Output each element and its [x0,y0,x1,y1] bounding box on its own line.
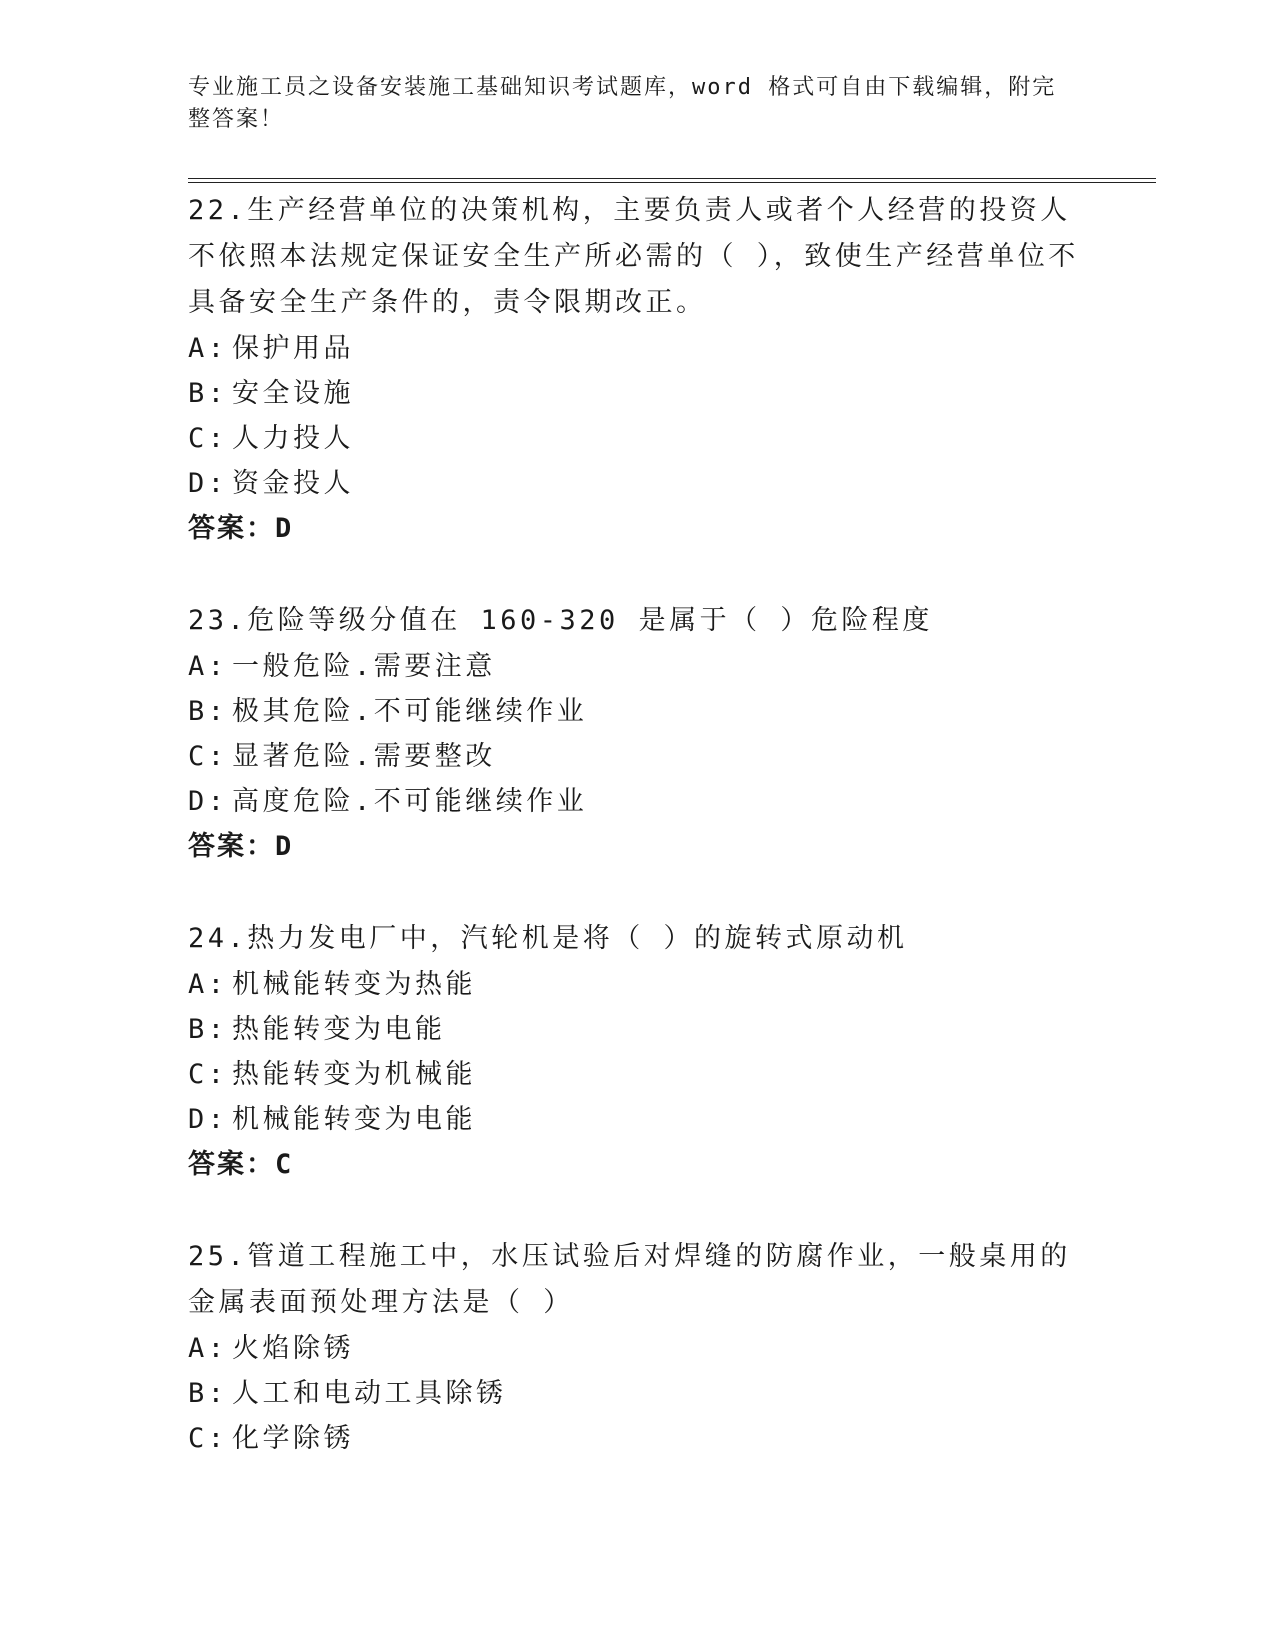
answer-line: 答案：D [188,513,294,544]
option-letter: A: [188,651,228,682]
question-stem: 22.生产经营单位的决策机构，主要负责人或者个人经营的投资人不依照本法规定保证安全生产所必需的（ ），致使生产经营单位不具备安全生产条件的，责令限期改正。 [188,195,1079,318]
option-text: 机械能转变为热能 [232,969,476,1000]
option-letter: A: [188,969,228,1000]
option-a [188,962,1088,1007]
option-letter: D: [188,468,228,499]
option-d [188,1097,1088,1142]
question-23 [188,598,1088,870]
option-text: 显著危险.需要整改 [232,741,496,772]
option-d [188,461,1088,506]
question-22 [188,188,1088,552]
option-c [188,734,1088,779]
option-text: 安全设施 [232,378,354,409]
option-a [188,1326,1088,1371]
option-a [188,644,1088,689]
option-letter: B: [188,1378,228,1409]
option-a [188,326,1088,371]
question-list [188,188,1088,1507]
option-c [188,1416,1088,1461]
option-letter: C: [188,1423,228,1454]
header-divider-top [188,178,1156,179]
option-b [188,1007,1088,1052]
question-stem: 24.热力发电厂中，汽轮机是将（ ）的旋转式原动机 [188,923,908,954]
option-text: 火焰除锈 [232,1333,354,1364]
option-text: 机械能转变为电能 [232,1104,476,1135]
option-text: 人工和电动工具除锈 [232,1378,507,1409]
question-24 [188,916,1088,1188]
option-text: 极其危险.不可能继续作业 [232,696,588,727]
option-d [188,779,1088,824]
option-letter: C: [188,1059,228,1090]
option-c [188,1052,1088,1097]
option-text: 热能转变为机械能 [232,1059,476,1090]
answer-line: 答案：D [188,831,294,862]
option-b [188,689,1088,734]
option-letter: A: [188,1333,228,1364]
question-stem: 23.危险等级分值在 160-320 是属于（ ）危险程度 [188,605,933,636]
option-letter: A: [188,333,228,364]
option-text: 资金投人 [232,468,354,499]
option-letter: B: [188,696,228,727]
option-letter: B: [188,378,228,409]
option-text: 化学除锈 [232,1423,354,1454]
document-header: 专业施工员之设备安装施工基础知识考试题库，word 格式可自由下载编辑，附完整答案！ [188,75,1057,132]
option-letter: B: [188,1014,228,1045]
option-letter: D: [188,786,228,817]
option-text: 一般危险.需要注意 [232,651,496,682]
option-text: 人力投人 [232,423,354,454]
option-letter: C: [188,423,228,454]
option-text: 热能转变为电能 [232,1014,446,1045]
option-b [188,371,1088,416]
option-text: 保护用品 [232,333,354,364]
option-letter: C: [188,741,228,772]
option-b [188,1371,1088,1416]
answer-line: 答案：C [188,1149,294,1180]
option-text: 高度危险.不可能继续作业 [232,786,588,817]
option-letter: D: [188,1104,228,1135]
header-divider-bottom [188,182,1156,183]
question-stem: 25.管道工程施工中，水压试验后对焊缝的防腐作业，一般桌用的金属表面预处理方法是（ ） [188,1241,1071,1318]
option-c [188,416,1088,461]
question-25 [188,1234,1088,1461]
